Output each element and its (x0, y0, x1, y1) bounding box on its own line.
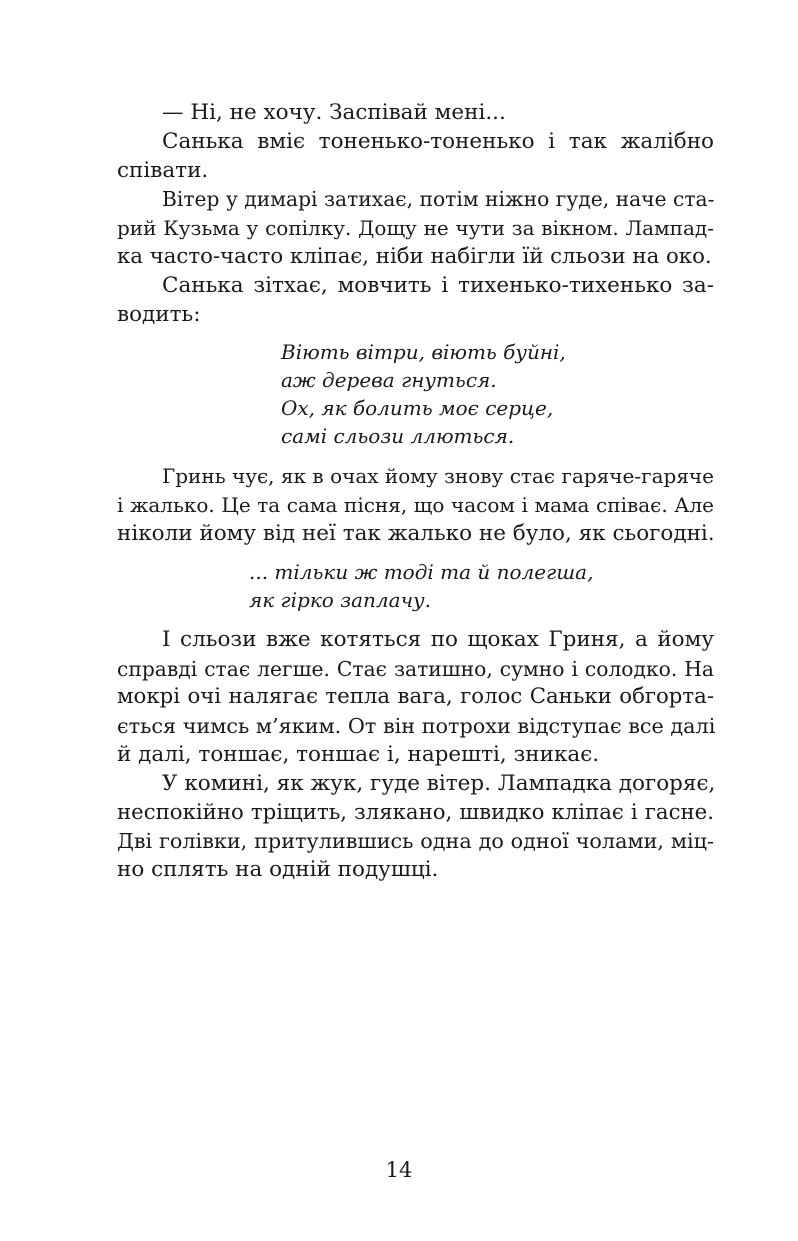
paragraph (117, 128, 714, 186)
text-line: ка часто-часто кліпає, ніби набігли їй сльози на око. (117, 243, 712, 269)
text-line: Дві голівки, притулившись одна до одної чолами, міц- (117, 829, 714, 854)
paragraph (117, 99, 714, 128)
text-line: мокрі очі налягає тепла вага, голос Саньки обгорта- (117, 684, 714, 710)
verse-stanza (281, 338, 714, 450)
text-line: і жалько. Це та сама пісня, що часом і мама співає. Але (117, 493, 714, 518)
paragraph (117, 272, 714, 330)
paragraph (117, 626, 714, 770)
text-line: справді стає легше. Стає затишно, сумно і солодко. На (117, 656, 714, 681)
text-line: Санька зітхає, мовчить і тихенько-тихенько за- (162, 272, 714, 298)
text-line: співати. (117, 157, 209, 183)
text-line: І сльози вже котяться по щоках Гриня, а йому (162, 626, 714, 652)
verse-stanza (249, 558, 714, 614)
page-number: 14 (385, 1158, 413, 1182)
paragraph (117, 770, 714, 885)
verse-line: Ох, як болить моє серце, (281, 396, 554, 421)
verse-line: Віють вітри, віють буйні, (281, 340, 566, 365)
text-line: но сплять на одній подушці. (117, 857, 439, 883)
verse-line: самі сльози ллються. (281, 424, 515, 449)
verse-line: аж дерева гнуться. (281, 368, 497, 393)
paragraph (117, 185, 714, 271)
text-line: Гринь чує, як в очах йому знову стає гаряче-гаряче (162, 464, 714, 489)
paragraph (117, 462, 714, 548)
text-line: ніколи йому від неї так жалько не було, як сьогодні. (117, 520, 715, 546)
text-line: рий Кузьма у сопілку. Дощу не чути за вікном. Лампад- (117, 216, 714, 241)
verse-line: як гірко заплачу. (249, 587, 431, 612)
text-line: водить: (117, 301, 201, 327)
text-line: — Ні, не хочу. Заспівай мені... (162, 100, 506, 125)
text-line: У комині, як жук, гуде вітер. Лампадка догоряє, (162, 770, 716, 796)
verse-line: ... тільки ж тоді та й полегша, (249, 559, 594, 584)
text-line: ється чимсь м’яким. От він потрохи відступає все далі (117, 714, 716, 739)
page-body (117, 99, 714, 885)
text-line: Санька вміє тоненько-тоненько і так жалібно (162, 128, 714, 154)
text-line: й далі, тоншає, тоншає і, нарешті, зникає. (117, 741, 600, 767)
text-line: Вітер у димарі затихає, потім ніжно гуде, наче ста- (162, 187, 715, 212)
text-line: неспокійно тріщить, злякано, швидко кліпає і гасне. (117, 799, 714, 825)
